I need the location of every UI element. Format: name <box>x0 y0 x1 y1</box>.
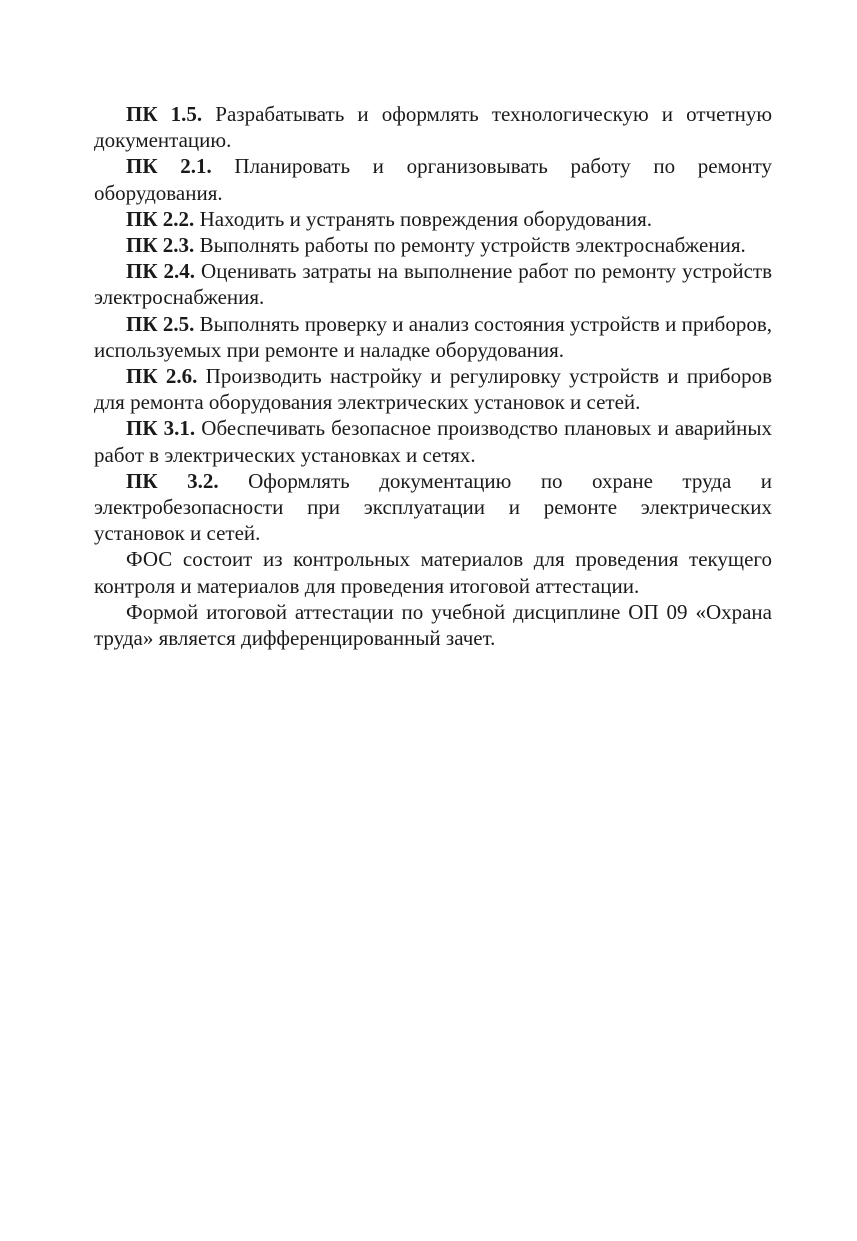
competency-code: ПК 2.4. <box>126 259 196 284</box>
competency-text: Оформлять документацию по охране труда и электробезопасности при эксплуатации и ремонте электрических установок и сетей. <box>94 468 773 546</box>
competency-text: Производить настройку и регулировку устройств и приборов для ремонта оборудования электрических установок и сетей. <box>94 364 773 415</box>
final-form-paragraph: Формой итоговой аттестации по учебной дисциплине ОП 09 «Охрана труда» является дифференцированный зачет. <box>94 599 772 651</box>
competency-text: Выполнять проверку и анализ состояния устройств и приборов, используемых при ремонте и наладке оборудования. <box>94 311 773 362</box>
document-page <box>94 101 772 651</box>
fos-paragraph: ФОС состоит из контрольных материалов для проведения текущего контроля и материалов для проведения итоговой аттестации. <box>94 547 772 598</box>
competency-code: ПК 3.1. <box>126 416 196 441</box>
competency-code: ПК 2.3. <box>126 233 195 258</box>
competency-code: ПК 2.1. <box>126 154 212 179</box>
competency-pk-3-2 <box>94 468 772 547</box>
competency-pk-2-6 <box>94 363 772 415</box>
competency-text: Выполнять работы по ремонту устройств электроснабжения. <box>194 233 746 258</box>
competency-pk-2-1 <box>94 153 772 205</box>
competency-text: Оценивать затраты на выполнение работ по ремонту устройств электроснабжения. <box>94 259 773 310</box>
competency-pk-2-3 <box>94 232 772 258</box>
competency-code: ПК 3.2. <box>126 468 219 493</box>
competency-code: ПК 2.5. <box>126 311 195 336</box>
competency-pk-1-5 <box>94 101 772 153</box>
competency-pk-2-2 <box>94 206 772 232</box>
competency-text: Обеспечивать безопасное производство плановых и аварийных работ в электрических установках и сетях. <box>94 416 773 467</box>
competency-pk-3-1 <box>94 415 772 467</box>
competency-text: Разрабатывать и оформлять технологическую и отчетную документацию. <box>94 102 773 153</box>
competency-pk-2-4 <box>94 258 772 310</box>
competency-code: ПК 2.6. <box>126 364 198 389</box>
competency-text: Планировать и организовывать работу по ремонту оборудования. <box>94 154 772 205</box>
competency-text: Находить и устранять повреждения оборудования. <box>194 206 653 231</box>
competency-code: ПК 2.2. <box>126 206 195 231</box>
competency-code: ПК 1.5. <box>126 102 203 126</box>
competency-pk-2-5 <box>94 311 772 363</box>
